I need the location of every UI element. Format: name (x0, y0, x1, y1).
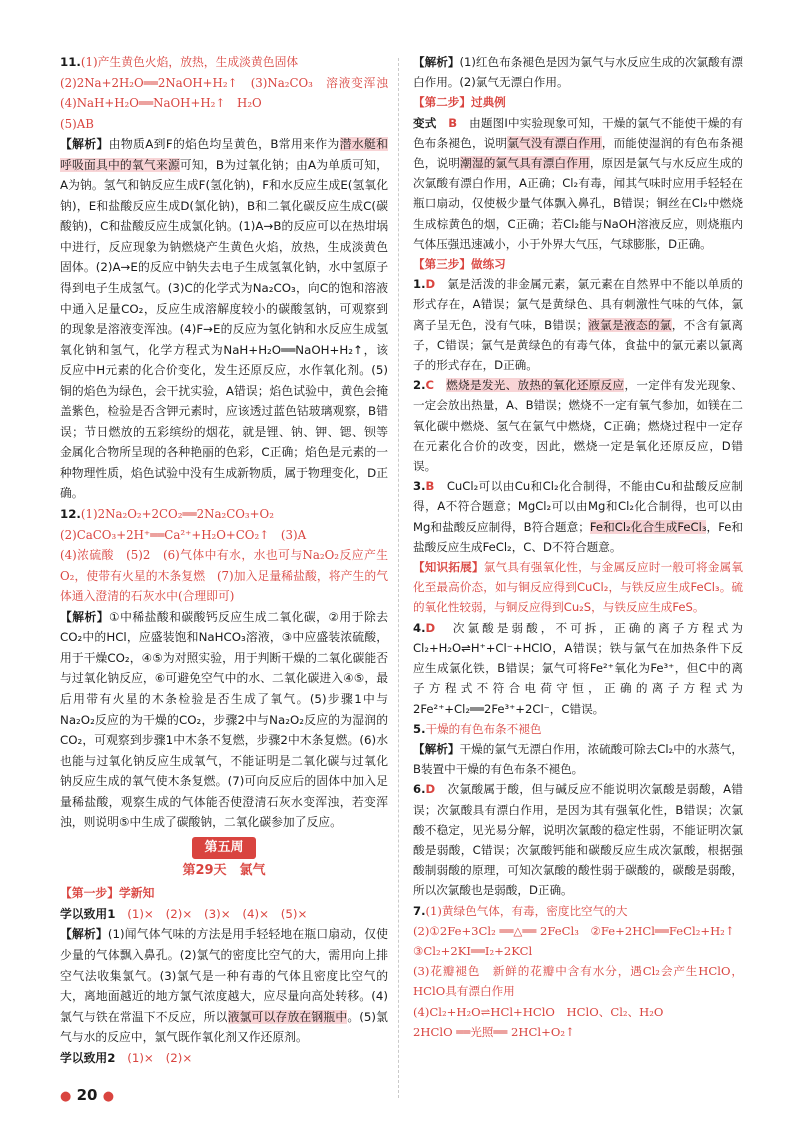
column-divider (398, 58, 399, 1098)
exercise-3-answer: B (425, 479, 435, 494)
variant-text-pre: 由题图Ⅰ中实验现象可知，干燥的氯气不能使干燥的有色布条褪色，说明 (413, 115, 743, 150)
exercise-2-post: ，一定伴有发光现象、一定会放出热量，A、B错误；燃烧不一定有氧气参加，如镁在二氧化碳中燃烧、氢气在氯气中燃烧，C正确；燃烧过程中一定存在元素化合价的改变，因此，燃烧一定是氧化还原反应，D错误。 (413, 378, 743, 474)
study1-analysis-post: 。(5)氯气与水的反应中，氯气既作氧化剂又作还原剂。 (60, 1009, 388, 1045)
q11-analysis-post: 可知，B为过氧化钠；由A为单质可知，A为钠。氢气和钠反应生成F(氢化钠)，F和水反应生成E(氢氧化钠)，E和盐酸反应生成D(氯化钠)，B和二氧化碳反应生成C(碳酸钠)，C和盐酸反应生成氯化钠。(1)A→B的反应可以在热坩埚中进行，反应现象为钠燃烧产生黄色火焰，放热，生成淡黄色固体。(2)A→E的反应中钠失去电子生成氢氧化钠，水中氢原子得到电子生成氢气。(3)C的化学式为Na₂CO₃，向C的饱和溶液中通入足量CO₂，反应生成溶解度较小的碳酸氢钠，可观察到的现象是溶液变浑浊。(4)F→E的反应为氢化钠和水反应生成氢氧化钠和氢气，化学方程式为NaH+H₂O══NaOH+H₂↑，该反应中H元素的化合价变化，发生还原反应，水作氧化剂。(5)铜的焰色为绿色，会干扰实验，A错误；焰色试验中，黄色会掩盖紫色，检验是否含钾元素时，应该透过蓝色钴玻璃观察，B错误；节日燃放的五彩缤纷的烟花，就是锂、钠、钾、锶、钡等金属化合物所呈现的各种艳丽的色彩，C正确；焰色是元素的一种物理性质，焰色试验中没有生成新物质，属于物理变化，D正确。 (60, 157, 388, 501)
exercise-4-number: 4. (413, 620, 426, 635)
exercise-7-line-6: 2HClO ══光照══ 2HCl+O₂↑ (413, 1024, 575, 1039)
q12-answers (60, 504, 388, 525)
q12-analysis (60, 607, 388, 833)
q11-answers (60, 52, 388, 73)
exercise-2-highlight: 燃烧是发光、放热的氧化还原反应 (446, 378, 625, 393)
knowledge-expansion (413, 557, 743, 618)
q11-answer-3: (5)AB (60, 116, 94, 131)
exercise-5-analysis-text: 干燥的氯气无漂白作用，浓硫酸可除去Cl₂中的水蒸气，B装置中干燥的有色布条不褪色。 (413, 741, 743, 777)
study1-label: 学以致用1 (60, 906, 116, 921)
variant-text-mid: ，而能使湿润的有色布条褪色，说明 (413, 135, 743, 171)
q11-answer-1: (1)产生黄色火焰，放热，生成淡黄色固体 (80, 55, 299, 69)
q11-analysis-label: 【解析】 (60, 137, 109, 152)
variant-highlight-1: 氯气没有漂白作用 (507, 135, 602, 150)
study2-answer-list: (1)× (2)× (127, 1050, 193, 1065)
exercise-4-answer: D (425, 620, 436, 635)
step2-heading: 【第二步】过典例 (413, 95, 506, 110)
exercise-2-number: 2. (413, 378, 426, 393)
exercise-5-analysis-label: 【解析】 (413, 741, 460, 756)
study1-analysis-highlight: 液氯可以存放在钢瓶中 (227, 1009, 348, 1024)
exercise-5 (413, 719, 743, 739)
exercise-3-post: ，Fe和盐酸反应生成FeCl₂，C、D不符合题意。 (413, 519, 744, 554)
exercise-5-answer: 干燥的有色布条不褪色 (425, 721, 542, 736)
bullet-dot-left: ● (60, 1089, 72, 1104)
exercise-7-line-1: (1)黄绿色气体，有毒，密度比空气的大 (425, 903, 628, 918)
study1-analysis (60, 924, 388, 1047)
q12-number: 12. (60, 507, 81, 522)
variant-text-post: ，原因是氯气与水反应生成的次氯酸有漂白作用，A正确；Cl₂有毒，闻其气味时应用手轻轻在瓶口扇动，仅使极少量气体飘入鼻孔，B错误；铜丝在Cl₂中燃烧生成棕黄色的烟，C正确；若Cl₂能与NaOH溶液反应，则烧瓶内气体压强迅速减小，小于外界大气压，气球膨胀，D正确。 (413, 156, 743, 251)
variant-question (413, 113, 743, 254)
variant-answer: B (448, 115, 458, 130)
q12-answer-2: (2)CaCO₃+2H⁺══Ca²⁺+H₂O+CO₂↑ (3)A (60, 527, 307, 542)
exercise-5-number: 5. (413, 721, 426, 736)
exercise-7-line-5: (4)Cl₂+H₂O⇌HCl+HClO HClO、Cl₂、H₂O (413, 1004, 664, 1019)
week-label: 第五周 (192, 837, 256, 859)
exercise-1-post: ，不含有氯离子，C错误；氯气是黄绿色的有毒气体，食盐中的氯元素以氯离子的形式存在，D正确。 (413, 317, 743, 373)
day-title: 第29天 氯气 (182, 862, 266, 878)
exercise-6-text: 次氯酸属于酸，但与碱反应不能说明次氯酸是弱酸，A错误；次氯酸具有漂白作用，是因为其有强氧化性，B错误；次氯酸不稳定，见光易分解，说明次氯酸的稳定性弱，不能证明次氯酸是弱酸，C错误；次氯酸钙能和碳酸反应生成次氯酸，根据强酸制弱酸的原理，可知次氯酸的酸性弱于碳酸的，碳酸是弱酸，所以次氯酸也是弱酸，D正确。 (413, 782, 743, 898)
exercise-5-analysis (413, 739, 743, 779)
page-number (60, 1086, 114, 1104)
q11-analysis (60, 134, 388, 504)
study1-answer-list: (1)× (2)× (3)× (4)× (5)× (127, 906, 308, 921)
exercise-1 (413, 274, 743, 375)
q12-analysis-text: ①中稀盐酸和碳酸钙反应生成二氧化碳，②用于除去CO₂中的HCl，应盛装饱和NaHCO₃溶液，③中应盛装浓硫酸，用于干燥CO₂，④⑤为对照实验，用于判断干燥的二氧化碳能否与过氧化钠反应，⑥可避免空气中的水、二氧化碳进入④⑤，最后用带有火星的木条检验是否生成了氧气。(5)步骤1中与Na₂O₂反应的为干燥的CO₂，步骤2中与Na₂O₂反应的为湿润的CO₂，可观察到步骤1中木条不复燃，步骤2中木条复燃。(6)水也能与过氧化钠反应生成氧气，不能证明是二氧化碳与过氧化钠反应生成的氧气使木条复燃。(7)可向反应后的固体中加入足量稀盐酸，观察生成的气体能否使澄清石灰水变浑浊，若变浑浊，则说明⑤中生成了碳酸钠，二氧化碳参加了反应。 (60, 609, 388, 830)
study1-analysis-label: 【解析】 (60, 927, 108, 942)
variant-highlight-2: 潮湿的氯气具有漂白作用 (460, 156, 590, 171)
exercise-7-line-2: (2)①2Fe+3Cl₂ ══△══ 2FeCl₃ ②Fe+2HCl══FeCl₂+H₂↑ (413, 923, 735, 938)
right-column (413, 52, 743, 1042)
exercise-1-number: 1. (413, 277, 426, 292)
left-column (60, 52, 400, 1068)
exercise-7-line-3: ③Cl₂+2KI══I₂+2KCl (413, 943, 533, 958)
exercise-2 (413, 375, 743, 476)
exercise-3-number: 3. (413, 479, 426, 494)
page-number-text: 20 (76, 1086, 98, 1104)
study2-label: 学以致用2 (60, 1050, 116, 1065)
exercise-4 (413, 618, 743, 719)
exercise-7-number: 7. (413, 903, 426, 918)
study1-analysis-pre: (1)闻气体气味的方法是用手轻轻地在瓶口扇动，仅使少量的气体飘入鼻孔。(2)氯气的密度比空气的大，需用向上排空气法收集氯气。(3)氯气是一种有毒的气体且密度比空气的大，离地面越近的地方氯气浓度越大，应尽量向高处转移。(4)氯气与铁在常温下不反应，所以 (60, 927, 388, 1024)
top-analysis (413, 52, 743, 92)
top-analysis-text: (1)红色布条褪色是因为氯气与水反应生成的次氯酸有漂白作用。(2)氯气无漂白作用。 (413, 55, 743, 90)
q11-number: 11. (60, 55, 81, 69)
exercise-3 (413, 476, 743, 557)
exercise-7-line-4: (3)花瓣褪色 新鲜的花瓣中含有水分，遇Cl₂会产生HClO，HClO具有漂白作用 (413, 964, 743, 999)
exercise-7 (413, 901, 743, 921)
study1-answers (60, 904, 388, 925)
step1-heading: 【第一步】学新知 (60, 886, 155, 901)
exercise-1-highlight: 液氯是液态的氯 (587, 317, 672, 332)
exercise-1-answer: D (425, 277, 436, 292)
exercise-6-number: 6. (413, 782, 426, 797)
q11-analysis-highlight: 潜水艇和呼吸面具中的氧气来源 (60, 137, 388, 172)
exercise-3-pre: CuCl₂可以由Cu和Cl₂化合制得，不能由Cu和盐酸反应制得，A不符合题意；MgCl₂可以由Mg和Cl₂化合制得，也可以由Mg和盐酸反应制得，B符合题意； (413, 479, 743, 534)
exercise-2-answer: C (425, 378, 434, 393)
top-analysis-label: 【解析】 (413, 55, 460, 69)
bullet-dot-right: ● (102, 1089, 115, 1104)
study2-answers (60, 1048, 388, 1069)
exercise-6 (413, 779, 743, 900)
exercise-3-highlight: Fe和Cl₂化合生成FeCl₃ (589, 519, 707, 534)
variant-label: 变式 (413, 115, 437, 130)
q12-answer-1: (1)2Na₂O₂+2CO₂══2Na₂CO₃+O₂ (80, 507, 274, 522)
knowledge-text: 氯气具有强氧化性，与金属反应时一般可将金属氧化至最高价态，如与铜反应得到CuCl₂，与铁反应生成FeCl₃。硫的氧化性较弱，与铜反应得到Cu₂S，与铁反应生成FeS。 (413, 560, 743, 615)
step3-heading: 【第三步】做练习 (413, 257, 506, 272)
q11-analysis-pre: 由物质A到F的焰色均呈黄色，B常用来作为 (108, 137, 340, 152)
q11-answer-2: (2)2Na+2H₂O══2NaOH+H₂↑ (3)Na₂CO₃ 溶液变浑浊 (4)NaH+H₂O══NaOH+H₂↑ H₂O (60, 75, 400, 111)
exercise-6-answer: D (425, 782, 436, 797)
exercise-4-text: 次氯酸是弱酸，不可拆，正确的离子方程式为Cl₂+H₂O⇌H⁺+Cl⁻+HClO，A错误；铁与氯气在加热条件下反应生成氯化铁，B错误；氯气可将Fe²⁺氧化为Fe³⁺，但C中的离子方程式不符合电荷守恒，正确的离子方程式为2Fe²⁺+Cl₂══2Fe³⁺+2Cl⁻，C错误。 (413, 620, 743, 716)
q12-analysis-label: 【解析】 (60, 609, 110, 624)
exercise-1-pre: 氯是活泼的非金属元素，氯元素在自然界中不能以单质的形式存在，A错误；氯气是黄绿色、具有刺激性气味的气体，氯离子呈无色，没有气味，B错误； (413, 277, 743, 332)
knowledge-label: 【知识拓展】 (413, 560, 484, 575)
q12-answer-3: (4)浓硫酸 (5)2 (6)气体中有水，水也可与Na₂O₂反应产生O₂，使带有火星的木条复燃 (7)加入足量稀盐酸，将产生的气体通入澄清的石灰水中(合理即可) (60, 548, 388, 604)
